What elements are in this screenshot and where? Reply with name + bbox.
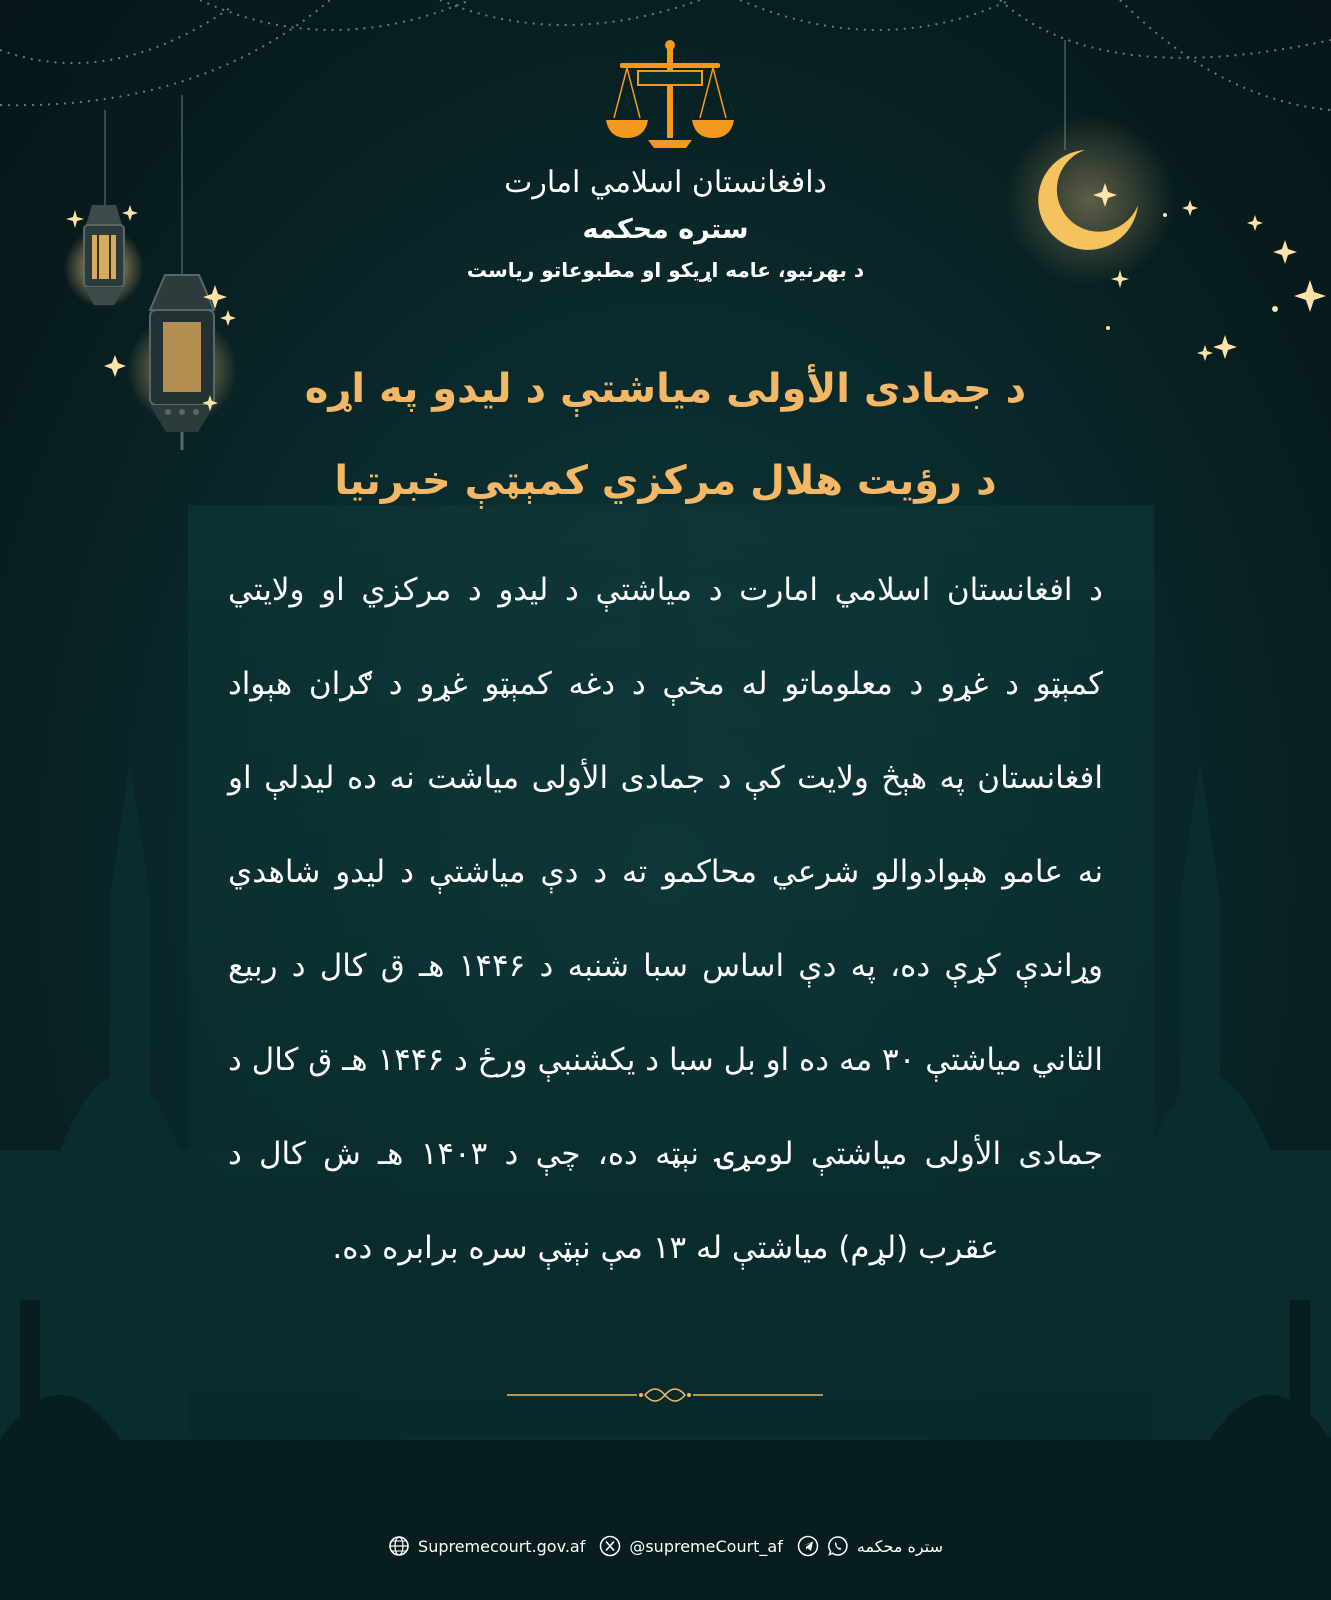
scales-of-justice-icon — [606, 40, 734, 148]
whatsapp-icon — [827, 1535, 849, 1557]
headline-line-2: د رؤیت هلال مرکزي کمېټې خبرتیا — [334, 458, 997, 504]
globe-icon — [388, 1535, 410, 1557]
divider-ornament — [507, 1380, 823, 1410]
hanging-strings — [0, 0, 1331, 110]
department-name: د بهرنیو، عامه اړیکو او مطبوعاتو ریاست — [466, 258, 865, 282]
telegram-icon — [797, 1535, 819, 1557]
x-icon — [599, 1535, 621, 1557]
footer-social[interactable] — [797, 1535, 943, 1557]
footer-x[interactable] — [599, 1535, 783, 1557]
footer-website[interactable] — [388, 1535, 585, 1557]
lantern-icon — [127, 275, 237, 450]
court-name: ستره محکمه — [582, 214, 749, 245]
emblem-title: دافغانستان اسلامي امارت — [504, 165, 827, 200]
headline-line-1: د جمادی الأولی میاشتې د لیدو په اړه — [304, 366, 1027, 412]
x-handle[interactable]: @supremeCourt_af — [629, 1536, 783, 1556]
website-link[interactable]: Supremecourt.gov.af — [418, 1536, 586, 1556]
footer — [0, 1528, 1331, 1564]
social-label: ستره محکمه — [856, 1536, 943, 1556]
announcement-body: د افغانستان اسلامي امارت د میاشتې د لیدو د مرکزي او ولایتي کمېټو د غړو د معلوماتو له مخې د دغه کمېټو غړو د ګران هېواد افغانستان په هېڅ ولایت کې د جمادی الأولی میاشت نه ده لیدلې او نه عامو هېوادوالو شرعي محاکمو ته د دې میاشتې د لیدو شاهدي وړاندې کړې ده، په دې اساس سبا شنبه د ۱۴۴۶ هـ ق کال د ربیع الثاني میاشتې ۳۰ مه ده او بل سبا د یکشنبې ورځ د ۱۴۴۶ هـ ق کال د جمادی الأولی میاشتې لومړۍ نېټه ده، چې د ۱۴۰۳ هـ ش کال د عقرب (لړم) میاشتې له ۱۳ مې نېټې سره برابره ده. — [228, 572, 1103, 1266]
